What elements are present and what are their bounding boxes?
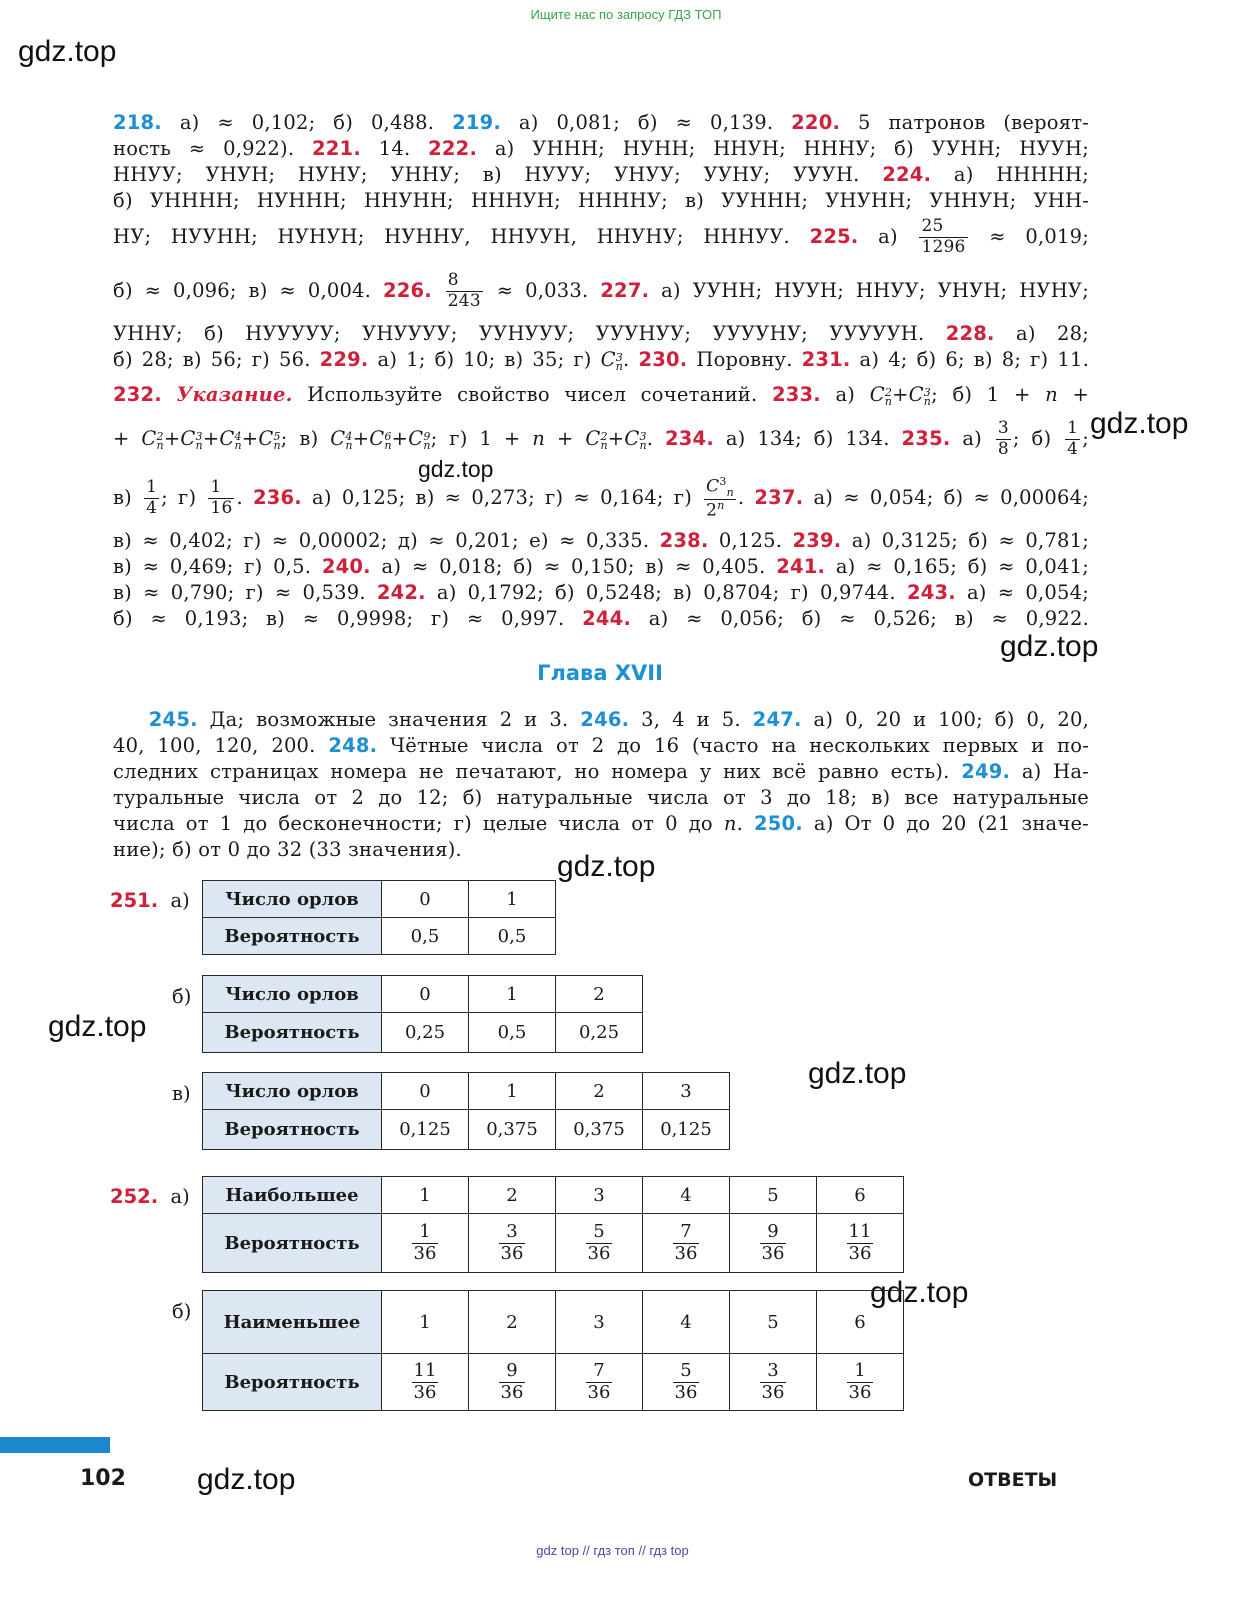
table-cell: 4 [643, 1291, 730, 1354]
table-cell: 2 [556, 1073, 643, 1110]
table-cell: 1 [382, 1177, 469, 1214]
table-251b [202, 975, 643, 1053]
table-cell: 1 [469, 976, 556, 1013]
table-251a [202, 880, 556, 955]
table-row [203, 1354, 904, 1411]
page-strip [0, 1437, 110, 1453]
table-header-cell: Число орлов [203, 976, 382, 1013]
answers-block-218-227: 218. а) ≈ 0,102; б) 0,488. 219. а) 0,081; б) ≈ 0,139. 220. 5 патронов (вероят- ность ≈ 0,922). 221. 14. 222. а) УННН; НУНН; ННУН; НННУ; б) УУНН; НУУН; ННУУ; УНУН; НУНУ; УННУ; в) НУУУ; УНУУ; УУНУ; УУУН. 224. а) ННННН; б) УНННН; НУННН; ННУНН; НННУН; ННННУ; в) УУННН; УНУНН; УННУН; УНН- [113, 111, 1090, 212]
fraction-235b: $\frac{1}{4}$ [1067, 418, 1079, 459]
table-cell: 2 [469, 1177, 556, 1214]
fraction-226: $\frac{8}{243}$ [447, 270, 481, 311]
table-header-cell: Вероятность [203, 1354, 382, 1411]
table-cell: $\frac{3}{36}$ [730, 1354, 817, 1411]
watermark-logo: gdz.top [870, 1276, 969, 1309]
table-cell: 0 [382, 881, 469, 918]
table-label-252b: б) [172, 1300, 192, 1323]
answers-block-245-250: 245. Да; возможные значения 2 и 3. 246. 3, 4 и 5. 247. а) 0, 20 и 100; б) 0, 20, 40, 100, 120, 200. 248. Чётные числа от 2 до 16 (часто на нескольких первых и по- следних страницах номера не печатают, но номера у них всё равно есть). 249. а) На- туральные числа от 2 до 12; б) натуральные числа от 3 до 18; в) все натуральные числа от 1 до бесконечности; г) целые числа от 0 до n. 250. а) От 0 до 20 (21 значе- ние); б) от 0 до 32 (33 значения). [113, 708, 1090, 861]
table-cell: $\frac{9}{36}$ [469, 1354, 556, 1411]
footer-link[interactable]: гдз top [649, 1543, 689, 1558]
table-row [203, 1013, 643, 1053]
table-cell: 0,125 [643, 1110, 730, 1150]
table-cell: $\frac{1}{36}$ [382, 1214, 469, 1273]
watermark-logo: gdz.top [18, 35, 117, 68]
table-cell: 1 [469, 881, 556, 918]
table-cell: 0 [382, 976, 469, 1013]
table-cell: 3 [556, 1291, 643, 1354]
table-row [203, 1214, 904, 1273]
footer-separator: // [638, 1543, 646, 1558]
table-header-cell: Наименьшее [203, 1291, 382, 1354]
table-label-252a: 252. а) [110, 1185, 190, 1208]
table-cell: 3 [643, 1073, 730, 1110]
table-header-cell: Вероятность [203, 1013, 382, 1053]
table-label-251a: 251. а) [110, 889, 190, 912]
table-row [203, 918, 556, 955]
fraction-235v: $\frac{1}{4}$ [146, 477, 158, 518]
table-cell: 5 [730, 1177, 817, 1214]
table-cell: $\frac{7}{36}$ [643, 1214, 730, 1273]
watermark-logo: gdz.top [557, 850, 656, 883]
table-cell: 3 [556, 1177, 643, 1214]
table-cell: 0,25 [556, 1013, 643, 1053]
watermark-logo: gdz.top [48, 1010, 147, 1043]
table-cell: 2 [469, 1291, 556, 1354]
table-cell: $\frac{3}{36}$ [469, 1214, 556, 1273]
top-banner: Ищите нас по запросу ГДЗ ТОП [530, 7, 722, 22]
table-cell: $\frac{5}{36}$ [556, 1214, 643, 1273]
table-header-cell: Число орлов [203, 1073, 382, 1110]
footer-separator: // [582, 1543, 590, 1558]
table-cell: 0 [382, 1073, 469, 1110]
table-row [203, 1073, 730, 1110]
answers-line-234-235: + C 2 n +C 3 n +C 4 n +C 5 n ; в) C 4 n +C 6 n +C 9 n ; г) 1 + n + C 2 n +C 3 n . 234. а) 134; б) 134. 235. а) $\frac{3}{8}$ ; б) $\frac{1}{4}$ ; [113, 418, 1089, 459]
table-cell: 0,5 [469, 1013, 556, 1053]
table-label-251b: б) [172, 985, 192, 1008]
answers-line-226: б) ≈ 0,096; в) ≈ 0,004. 226. $\frac{8}{243}$ ≈ 0,033. 227. а) УУНН; НУУН; ННУУ; УНУН; НУНУ; [113, 270, 1089, 311]
table-header-cell: Число орлов [203, 881, 382, 918]
table-cell: $\frac{11}{36}$ [817, 1214, 904, 1273]
table-row [203, 1177, 904, 1214]
table-row [203, 1110, 730, 1150]
page-number: 102 [80, 1466, 126, 1491]
table-label-251v: в) [172, 1082, 191, 1105]
answers-block-238-244: в) ≈ 0,402; г) ≈ 0,00002; д) ≈ 0,201; е) ≈ 0,335. 238. 0,125. 239. а) 0,3125; б) ≈ 0,781; в) ≈ 0,469; г) 0,5. 240. а) ≈ 0,018; б) ≈ 0,150; в) ≈ 0,405. 241. а) ≈ 0,165; б) ≈ 0,041; в) ≈ 0,790; г) ≈ 0,539. 242. а) 0,1792; б) 0,5248; в) 0,8704; г) 0,9744. 243. а) ≈ 0,054; б) ≈ 0,193; в) ≈ 0,9998; г) ≈ 0,997. 244. а) ≈ 0,056; б) ≈ 0,526; в) ≈ 0,922. [113, 529, 1090, 630]
table-row [203, 881, 556, 918]
answers-line-225: НУ; НУУНН; НУНУН; НУННУ, ННУУН, ННУНУ; НННУУ. 225. а) $\frac{25}{1296}$ ≈ 0,019; [113, 216, 1089, 257]
table-cell: $\frac{11}{36}$ [382, 1354, 469, 1411]
watermark-logo: gdz.top [1000, 630, 1099, 663]
watermark-logo: gdz.top [418, 456, 494, 482]
table-row [203, 976, 643, 1013]
table-cell: $\frac{5}{36}$ [643, 1354, 730, 1411]
footer-link[interactable]: гдз топ [593, 1543, 635, 1558]
table-cell: 2 [556, 976, 643, 1013]
table-header-cell: Вероятность [203, 918, 382, 955]
table-cell: 6 [817, 1177, 904, 1214]
fraction-225: $\frac{25}{1296}$ [921, 216, 966, 257]
answers-line-232: 232. Указание. Используйте свойство чисел сочетаний. 233. а) C 2 n +C 3 n ; б) 1 + n + [113, 383, 1089, 408]
table-cell: $\frac{1}{36}$ [817, 1354, 904, 1411]
table-cell: 0,5 [382, 918, 469, 955]
table-252a [202, 1176, 904, 1273]
watermark-logo: gdz.top [808, 1057, 907, 1090]
watermark-logo: gdz.top [1090, 407, 1189, 440]
footer-links [0, 1543, 1225, 1558]
table-header-cell: Вероятность [203, 1110, 382, 1150]
table-252b [202, 1290, 904, 1411]
table-cell: 0,25 [382, 1013, 469, 1053]
table-cell: 0,375 [469, 1110, 556, 1150]
table-cell: 5 [730, 1291, 817, 1354]
table-cell: $\frac{9}{36}$ [730, 1214, 817, 1273]
table-cell: 1 [469, 1073, 556, 1110]
table-header-cell: Вероятность [203, 1214, 382, 1273]
table-cell: 6 [817, 1291, 904, 1354]
table-header-cell: Наибольшее [203, 1177, 382, 1214]
table-cell: 0,5 [469, 918, 556, 955]
answers-block-228-231: УННУ; б) НУУУУУ; УНУУУУ; УУНУУУ; УУУНУУ; УУУУНУ; УУУУУН. 228. а) 28; б) 28; в) 56; г) 56. 229. а) 1; б) 10; в) 35; г) C 3 n . 230. Поровну. 231. а) 4; б) 6; в) 8; г) 11. [113, 322, 1089, 373]
table-cell: 1 [382, 1291, 469, 1354]
table-cell: 0,125 [382, 1110, 469, 1150]
table-row [203, 1291, 904, 1354]
table-cell: 0,375 [556, 1110, 643, 1150]
footer-link[interactable]: gdz top [536, 1543, 579, 1558]
fraction-235a: $\frac{3}{8}$ [997, 418, 1009, 459]
table-cell: $\frac{7}{36}$ [556, 1354, 643, 1411]
table-251v [202, 1072, 730, 1150]
watermark-logo: gdz.top [197, 1463, 296, 1496]
fraction-235g: $\frac{1}{16}$ [210, 477, 233, 518]
table-cell: 4 [643, 1177, 730, 1214]
chapter-title: Глава XVII [537, 661, 663, 685]
answers-line-236-237: в) $\frac{1}{4}$ ; г) $\frac{1}{16}$ . 236. а) 0,125; в) ≈ 0,273; г) ≈ 0,164; г) $\frac{C^3_n}{2^n}$ . 237. а) ≈ 0,054; б) ≈ 0,00064; [113, 474, 1089, 521]
footer-section-title: ОТВЕТЫ [968, 1469, 1058, 1491]
